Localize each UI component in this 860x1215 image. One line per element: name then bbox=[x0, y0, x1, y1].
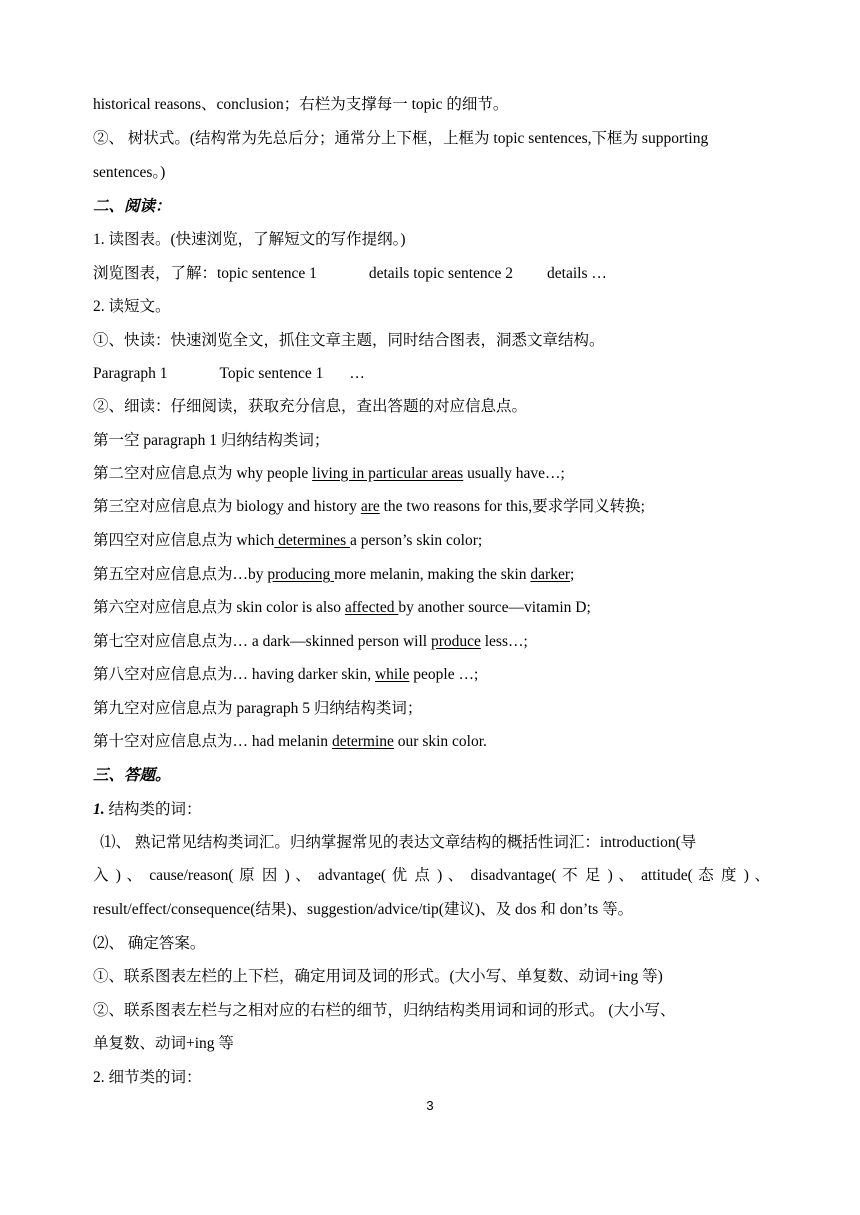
text-line bbox=[93, 264, 770, 284]
underlined-phrase: determine bbox=[331, 733, 394, 750]
text-line: 第九空对应信息点为 paragraph 5 归纳结构类词； bbox=[93, 700, 423, 717]
text-segment: 第三空对应信息点为 biology and history bbox=[93, 498, 361, 515]
text-segment: by another source—vitamin D; bbox=[398, 599, 591, 616]
text-line bbox=[93, 531, 770, 551]
text-line: ②、 树状式。(结构常为先总后分；通常分上下框，上框为 topic sentences,下框为 supporting bbox=[93, 130, 709, 147]
text-line: 1. 读图表。(快速浏览，了解短文的写作提纲。) bbox=[93, 231, 406, 248]
text-segment: usually have…; bbox=[463, 465, 565, 482]
text-line bbox=[93, 364, 770, 384]
underlined-phrase: are bbox=[360, 498, 380, 515]
list-number: 1. bbox=[93, 801, 105, 818]
underlined-phrase: affected bbox=[344, 599, 399, 616]
page-number: 3 bbox=[426, 1098, 434, 1113]
text-line bbox=[93, 732, 770, 752]
text-line: historical reasons、conclusion；右栏为支撑每一 topic 的细节。 bbox=[93, 96, 509, 113]
underlined-phrase: determines bbox=[274, 532, 351, 549]
text-segment: 第十空对应信息点为… had melanin bbox=[93, 733, 332, 750]
text-segment: details … bbox=[547, 265, 607, 282]
text-segment: 第七空对应信息点为… a dark—skinned person will bbox=[93, 633, 431, 650]
section-heading-reading: 二、阅读： bbox=[93, 198, 171, 215]
text-segment: a person’s skin color; bbox=[350, 532, 483, 549]
text-line bbox=[93, 665, 770, 685]
text-line: ②、细读：仔细阅读，获取充分信息，查出答题的对应信息点。 bbox=[93, 398, 528, 415]
underlined-phrase: producing bbox=[267, 566, 335, 583]
text-segment: Paragraph 1 bbox=[93, 365, 168, 382]
text-segment: more melanin, making the skin bbox=[334, 566, 531, 583]
text-segment: 浏览图表，了解：topic sentence 1 bbox=[93, 265, 317, 282]
text-line bbox=[93, 632, 770, 652]
text-segment: 结构类的词： bbox=[104, 801, 202, 818]
text-line: ⑵、 确定答案。 bbox=[93, 935, 206, 952]
text-line: 第一空 paragraph 1 归纳结构类词； bbox=[93, 432, 330, 449]
text-line bbox=[93, 598, 770, 618]
text-line: sentences。) bbox=[93, 164, 166, 181]
text-segment: 第二空对应信息点为 why people bbox=[93, 465, 313, 482]
text-line bbox=[93, 464, 770, 484]
text-line bbox=[93, 565, 770, 585]
text-segment: 第六空对应信息点为 skin color is also bbox=[93, 599, 345, 616]
text-line: 单复数、动词+ing 等 bbox=[93, 1035, 234, 1052]
text-segment: the two reasons for this,要求学同义转换; bbox=[379, 498, 645, 515]
text-segment: Topic sentence 1 bbox=[219, 365, 324, 382]
text-segment: details topic sentence 2 bbox=[368, 265, 514, 282]
text-line: ①、快读：快速浏览全文，抓住文章主题，同时结合图表，洞悉文章结构。 bbox=[93, 332, 605, 349]
text-segment: less…; bbox=[480, 633, 528, 650]
text-segment: 第八空对应信息点为… having darker skin, bbox=[93, 666, 375, 683]
text-line: ⑴、 熟记常见结构类词汇。归纳掌握常见的表达文章结构的概括性词汇：introduction(导 bbox=[100, 834, 697, 851]
text-segment: ; bbox=[570, 566, 575, 583]
text-line: 2. 细节类的词： bbox=[93, 1069, 202, 1086]
underlined-phrase: while bbox=[374, 666, 410, 683]
text-segment: our skin color. bbox=[393, 733, 487, 750]
underlined-phrase: produce bbox=[430, 633, 481, 650]
text-line bbox=[93, 800, 770, 820]
text-line: ①、联系图表左栏的上下栏，确定用词及词的形式。(大小写、单复数、动词+ing 等) bbox=[93, 968, 663, 985]
text-segment: … bbox=[349, 365, 365, 382]
underlined-phrase: darker bbox=[530, 566, 571, 583]
text-segment: people …; bbox=[409, 666, 479, 683]
text-line bbox=[93, 497, 770, 517]
section-heading-answering: 三、答题。 bbox=[93, 767, 171, 784]
text-line: 入 ) 、 cause/reason( 原 因 ) 、 advantage( 优 点 ) 、 disadvantage( 不 足 ) 、 attitude( 态 度 ) 、 bbox=[93, 867, 770, 884]
text-line: 2. 读短文。 bbox=[93, 298, 171, 315]
text-line: ②、联系图表左栏与之相对应的右栏的细节，归纳结构类用词和词的形式。 (大小写、 bbox=[93, 1002, 676, 1019]
text-segment: 第五空对应信息点为…by bbox=[93, 566, 268, 583]
text-line: result/effect/consequence(结果)、suggestion/advice/tip(建议)、及 dos 和 don’ts 等。 bbox=[93, 901, 634, 918]
underlined-phrase: living in particular areas bbox=[312, 465, 464, 482]
text-segment: 第四空对应信息点为 which bbox=[93, 532, 275, 549]
